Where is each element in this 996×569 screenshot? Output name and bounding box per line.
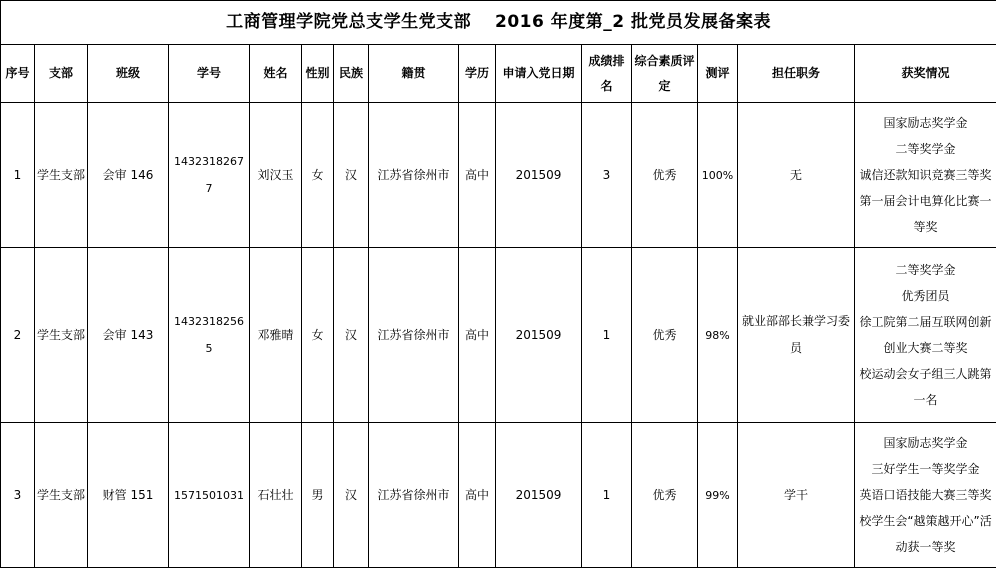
table-row [1,103,996,248]
award-item: 诚信还款知识竞赛三等奖 [859,168,992,182]
cell-index: 1 [1,103,35,248]
cell-class: 会审 143 [88,248,169,423]
cell-origin: 江苏省徐州市 [369,103,459,248]
award-item: 优秀团员 [901,289,950,303]
header-student-id: 学号 [169,45,250,103]
header-evaluation: 测评 [698,45,738,103]
header-class: 班级 [88,45,169,103]
cell-origin: 江苏省徐州市 [369,248,459,423]
cell-education: 高中 [459,248,496,423]
cell-index: 2 [1,248,35,423]
header-ethnicity: 民族 [334,45,369,103]
award-item: 二等奖学金 [895,142,956,156]
cell-gender: 女 [302,248,334,423]
award-item: 校运动会女子组三人跳第一名 [859,367,992,407]
cell-ethnicity: 汉 [334,103,369,248]
header-branch: 支部 [35,45,88,103]
cell-position: 无 [738,103,855,248]
cell-rank: 1 [582,423,632,568]
cell-quality: 优秀 [632,248,698,423]
award-item: 三好学生一等奖学金 [871,462,980,476]
cell-awards [855,103,996,248]
cell-index: 3 [1,423,35,568]
award-item: 英语口语技能大赛三等奖 [859,488,992,502]
header-index: 序号 [1,45,35,103]
cell-quality: 优秀 [632,423,698,568]
award-item: 二等奖学金 [895,263,956,277]
header-name: 姓名 [250,45,302,103]
cell-position: 就业部部长兼学习委员 [738,248,855,423]
award-item: 徐工院第二届互联网创新创业大赛二等奖 [859,315,992,355]
cell-origin: 江苏省徐州市 [369,423,459,568]
table-row [1,423,996,568]
cell-branch: 学生支部 [35,423,88,568]
cell-gender: 女 [302,103,334,248]
cell-education: 高中 [459,423,496,568]
cell-apply-date: 201509 [496,423,582,568]
header-position: 担任职务 [738,45,855,103]
cell-gender: 男 [302,423,334,568]
header-apply-date: 申请入党日期 [496,45,582,103]
cell-ethnicity: 汉 [334,248,369,423]
header-rank: 成绩排名 [582,45,632,103]
cell-name: 邓雅晴 [250,248,302,423]
award-item: 校学生会“越策越开心”活动获一等奖 [859,514,992,554]
cell-student-id: 14323182565 [169,248,250,423]
cell-name: 石壮壮 [250,423,302,568]
cell-name: 刘汉玉 [250,103,302,248]
cell-awards [855,248,996,423]
header-quality: 综合素质评定 [632,45,698,103]
cell-apply-date: 201509 [496,248,582,423]
cell-position: 学干 [738,423,855,568]
cell-rank: 1 [582,248,632,423]
page-title: 工商管理学院党总支学生党支部 2016 年度第_2 批党员发展备案表 [1,1,996,45]
cell-awards [855,423,996,568]
header-origin: 籍贯 [369,45,459,103]
cell-class: 会审 146 [88,103,169,248]
cell-branch: 学生支部 [35,103,88,248]
cell-apply-date: 201509 [496,103,582,248]
cell-quality: 优秀 [632,103,698,248]
cell-evaluation: 100% [698,103,738,248]
header-row [1,45,996,103]
cell-rank: 3 [582,103,632,248]
header-education: 学历 [459,45,496,103]
title-row [1,1,996,45]
cell-education: 高中 [459,103,496,248]
cell-student-id: 14323182677 [169,103,250,248]
cell-branch: 学生支部 [35,248,88,423]
cell-evaluation: 98% [698,248,738,423]
header-gender: 性别 [302,45,334,103]
header-awards: 获奖情况 [855,45,996,103]
cell-evaluation: 99% [698,423,738,568]
table-row [1,248,996,423]
award-item: 国家励志奖学金 [883,436,968,450]
cell-class: 财管 151 [88,423,169,568]
cell-student-id: 1571501031 [169,423,250,568]
award-item: 国家励志奖学金 [883,116,968,130]
cell-ethnicity: 汉 [334,423,369,568]
award-item: 第一届会计电算化比赛一等奖 [859,194,992,234]
